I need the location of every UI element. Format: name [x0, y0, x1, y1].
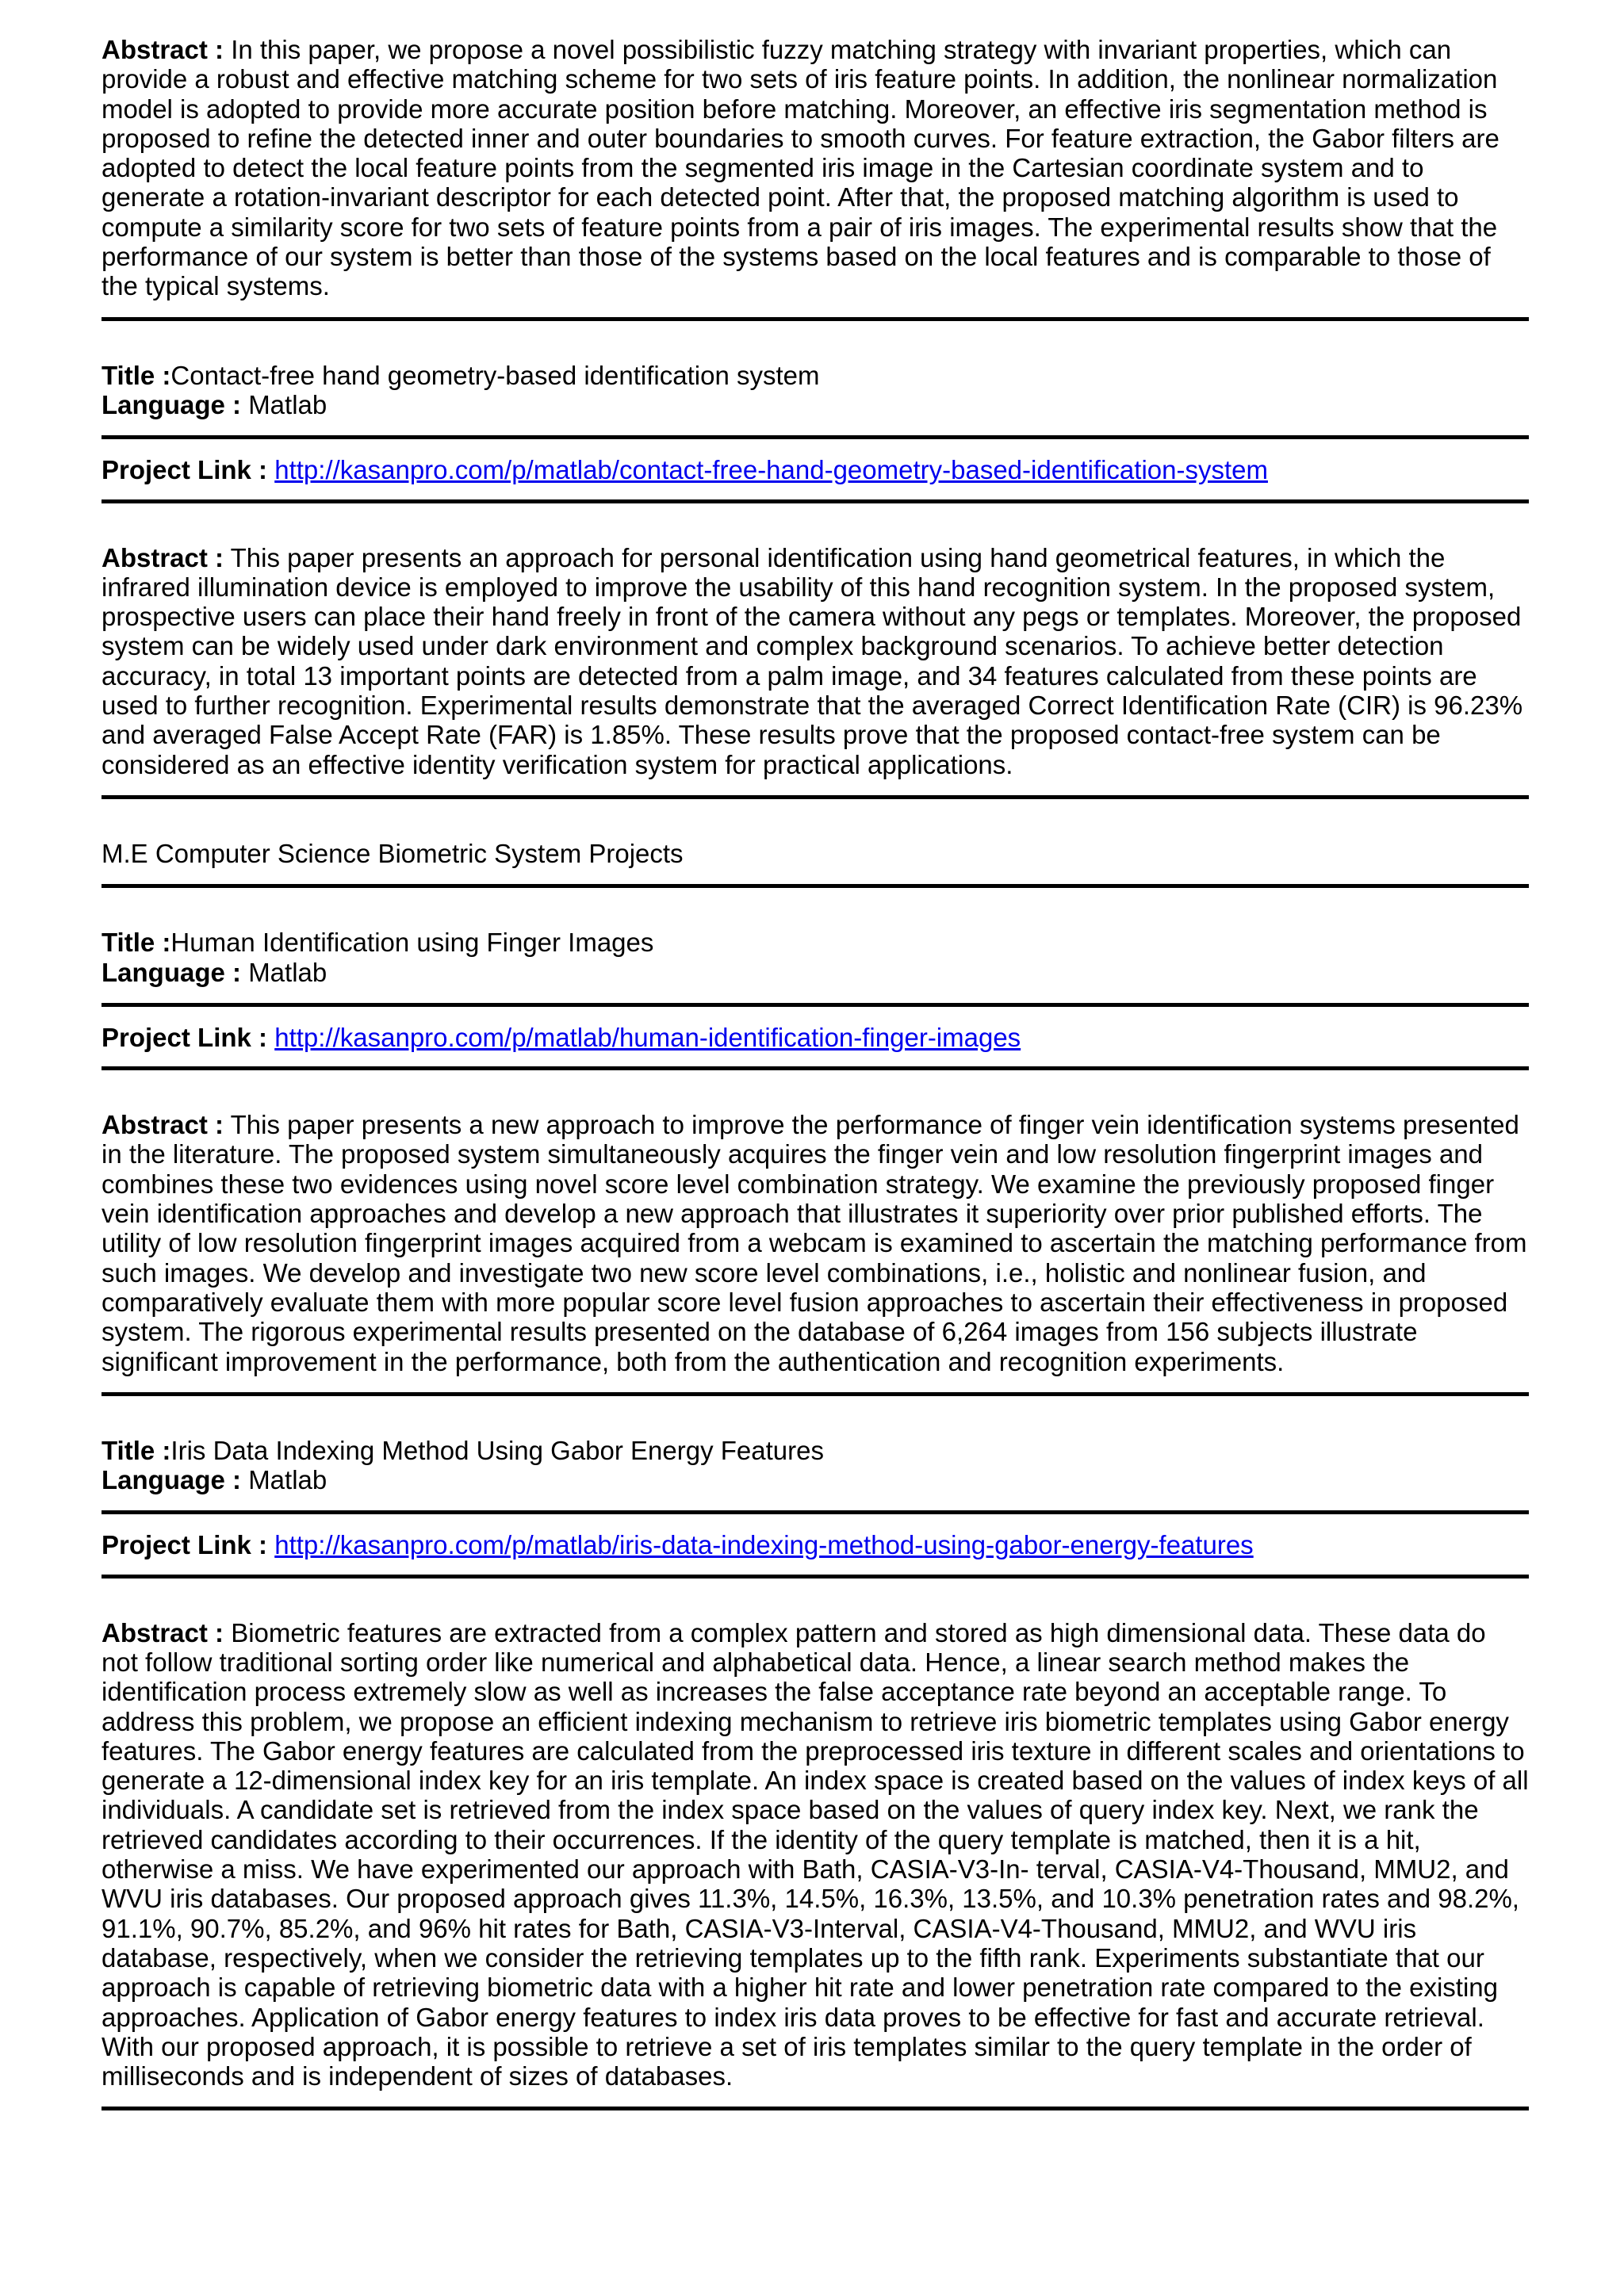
- language-label: Language :: [102, 957, 242, 987]
- project-link-line: [102, 1530, 1529, 1559]
- abstract-text: This paper presents an approach for personal identification using hand geometrical features, in which the infrared illumination device is employed to improve the usability of this hand recognition system. In the proposed system, prospective users can place their hand freely in front of the camera without any pegs or templates. Moreover, the proposed system can be widely used under dark environment and complex background scenarios. To achieve better detection accuracy, in total 13 important points are detected from a palm image, and 34 features calculated from these points are used to further recognition. Experimental results demonstrate that the averaged Correct Identification Rate (CIR) is 96.23% and averaged False Accept Rate (FAR) is 1.85%. These results prove that the proposed contact-free system can be considered as an effective identity verification system for practical applications.: [102, 542, 1523, 779]
- abstract-label: Abstract :: [102, 542, 224, 572]
- divider: [102, 2107, 1529, 2110]
- project-link[interactable]: http://kasanpro.com/p/matlab/contact-free-hand-geometry-based-identification-system: [274, 455, 1268, 485]
- abstract-text: In this paper, we propose a novel possibilistic fuzzy matching strategy with invariant properties, which can provide a robust and effective matching scheme for two sets of iris feature points. In addition, the nonlinear normalization model is adopted to provide more accurate position before matching. Moreover, an effective iris segmentation method is proposed to refine the detected inner and outer boundaries to smooth curves. For feature extraction, the Gabor filters are adopted to detect the local feature points from the segmented iris image in the Cartesian coordinate system and to generate a rotation-invariant descriptor for each detected point. After that, the proposed matching algorithm is used to compute a similarity score for two sets of feature points from a pair of iris images. The experimental results show that the performance of our system is better than those of the systems based on the local features and is comparable to those of the typical systems.: [102, 35, 1500, 301]
- title-label: Title :: [102, 360, 171, 390]
- project-title-line: [102, 1436, 1529, 1465]
- section-heading: M.E Computer Science Biometric System Projects: [102, 838, 684, 868]
- abstract-text: This paper presents a new approach to improve the performance of finger vein identification systems presented in the literature. The proposed system simultaneously acquires the finger vein and low resolution fingerprint images and combines these two evidences using novel score level combination strategy. We examine the previously proposed finger vein identification approaches and develop a new approach that illustrates it superiority over prior published efforts. The utility of low resolution fingerprint images acquired from a webcam is examined to ascertain the matching performance from such images. We develop and investigate two new score level combinations, i.e., holistic and nonlinear fusion, and comparatively evaluate them with more popular score level fusion approaches to ascertain their effectiveness in proposed system. The rigorous experimental results presented on the database of 6,264 images from 156 subjects illustrate significant improvement in the performance, both from the authentication and recognition experiments.: [102, 1110, 1527, 1376]
- project-language: Matlab: [248, 957, 327, 987]
- abstract-paragraph: [102, 35, 1529, 301]
- title-label: Title :: [102, 928, 171, 958]
- document-page: [102, 35, 1529, 2110]
- title-label: Title :: [102, 1435, 171, 1465]
- abstract-paragraph: [102, 1110, 1529, 1376]
- project-title: Iris Data Indexing Method Using Gabor Energy Features: [170, 1435, 824, 1465]
- project-language: Matlab: [248, 389, 327, 419]
- project-title-line: [102, 928, 1529, 957]
- project-title: Human Identification using Finger Images: [170, 928, 654, 958]
- project-link-label: Project Link :: [102, 1530, 268, 1560]
- language-label: Language :: [102, 389, 242, 419]
- project-title: Contact-free hand geometry-based identification system: [170, 360, 820, 390]
- project-link-label: Project Link :: [102, 455, 268, 485]
- abstract-paragraph: [102, 1618, 1529, 2091]
- project-language-line: [102, 1465, 1529, 1494]
- language-label: Language :: [102, 1465, 242, 1495]
- project-link[interactable]: http://kasanpro.com/p/matlab/human-identification-finger-images: [274, 1022, 1021, 1052]
- abstract-label: Abstract :: [102, 1110, 224, 1140]
- project-title-line: [102, 361, 1529, 390]
- abstract-paragraph: [102, 543, 1529, 779]
- abstract-label: Abstract :: [102, 1617, 224, 1647]
- project-link-label: Project Link :: [102, 1022, 268, 1052]
- project-language-line: [102, 390, 1529, 419]
- project-link[interactable]: http://kasanpro.com/p/matlab/iris-data-indexing-method-using-gabor-energy-features: [274, 1530, 1254, 1560]
- abstract-label: Abstract :: [102, 35, 224, 64]
- project-link-line: [102, 455, 1529, 484]
- project-language: Matlab: [248, 1465, 327, 1495]
- project-language-line: [102, 958, 1529, 987]
- project-link-line: [102, 1023, 1529, 1052]
- abstract-text: Biometric features are extracted from a complex pattern and stored as high dimensional data. These data do not follow traditional sorting order like numerical and alphabetical data. Hence, a linear search method makes the identification process extremely slow as well as increases the false acceptance rate beyond an acceptable range. To address this problem, we propose an efficient indexing mechanism to retrieve iris biometric templates using Gabor energy features. The Gabor energy features are calculated from the preprocessed iris texture in different scales and orientations to generate a 12-dimensional index key for an iris template. An index space is created based on the values of index keys of all individuals. A candidate set is retrieved from the index space based on the values of query index key. Next, we rank the retrieved candidates according to their occurrences. If the identity of the query template is matched, then it is a hit, otherwise a miss. We have experimented our approach with Bath, CASIA-V3-In- terval, CASIA-V4-Thousand, MMU2, and WVU iris databases. Our proposed approach gives 11.3%, 14.5%, 16.3%, 13.5%, and 10.3% penetration rates and 98.2%, 91.1%, 90.7%, 85.2%, and 96% hit rates for Bath, CASIA-V3-Interval, CASIA-V4-Thousand, MMU2, and WVU iris database, respectively, when we consider the retrieving templates up to the fifth rank. Experiments substantiate that our approach is capable of retrieving biometric data with a higher hit rate and lower penetration rate compared to the existing approaches. Application of Gabor energy features to index iris data proves to be effective for fast and accurate retrieval. With our proposed approach, it is possible to retrieve a set of iris templates similar to the query template in the order of milliseconds and is independent of sizes of databases.: [102, 1617, 1529, 2091]
